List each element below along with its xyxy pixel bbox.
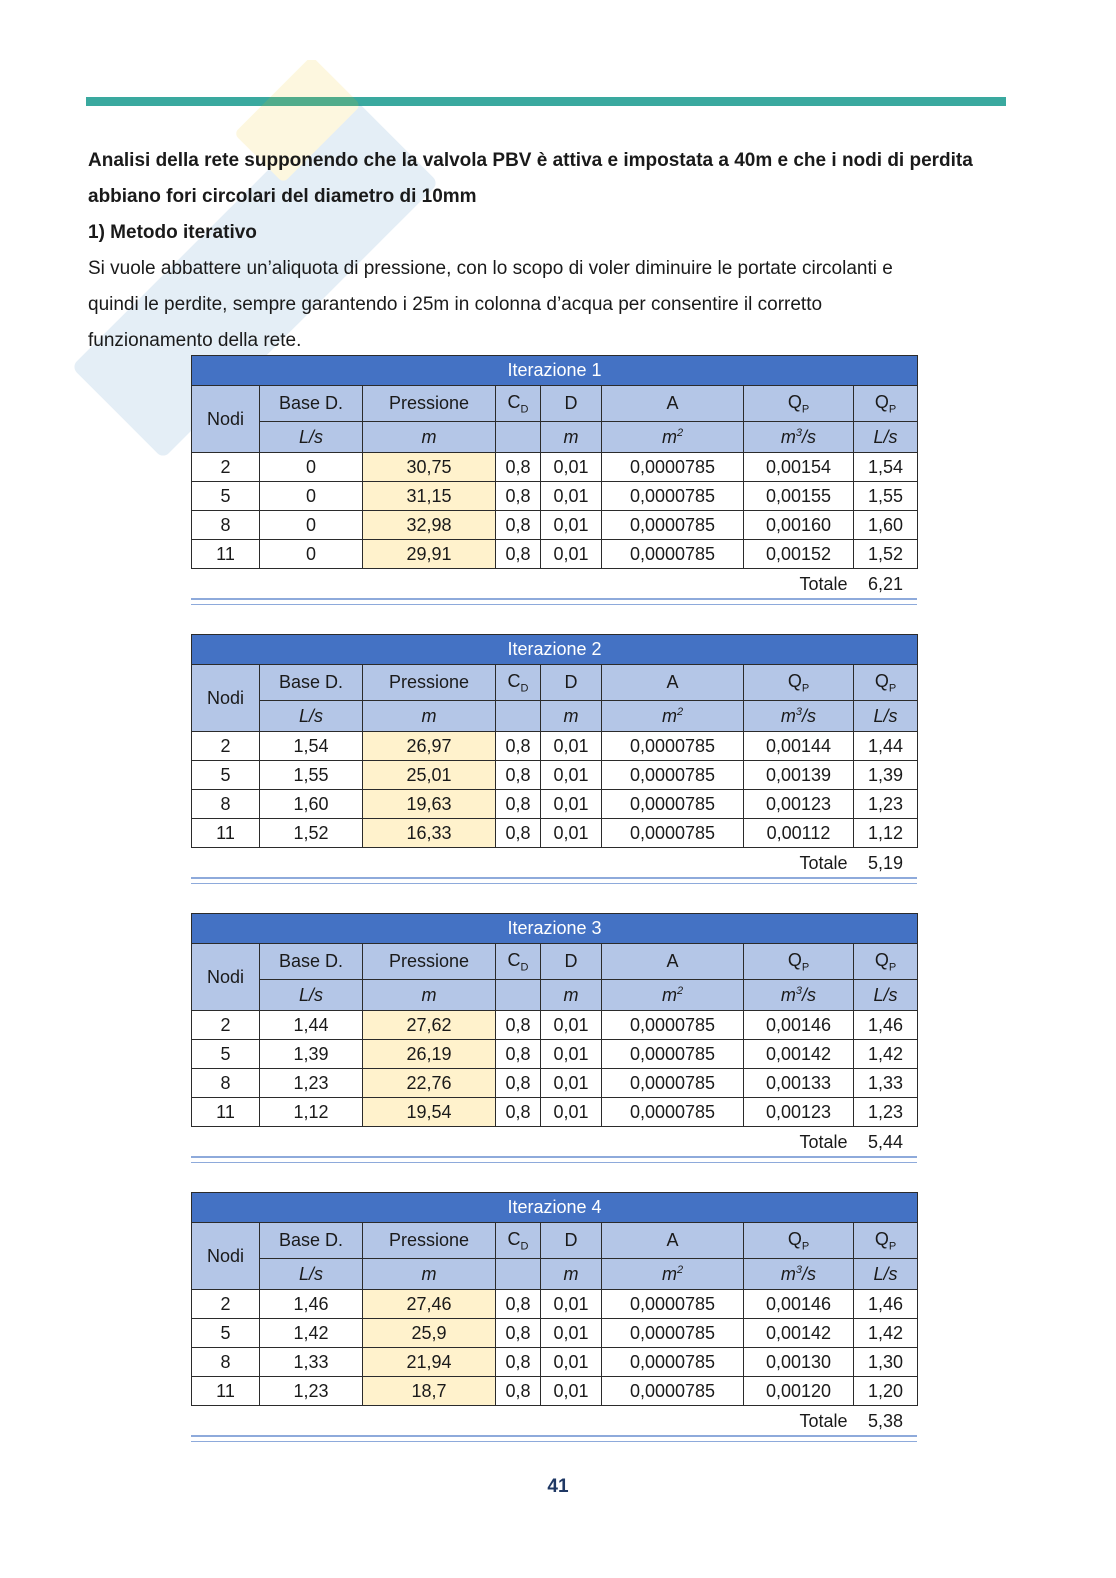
col-header-nodi: Nodi — [192, 665, 260, 732]
table-row — [192, 790, 918, 819]
cell-base: 1,46 — [260, 1290, 363, 1319]
cell-qp: 0,00139 — [744, 761, 854, 790]
qp-main: Q — [874, 949, 889, 970]
intro-paragraph-line-2: quindi le perdite, sempre garantendo i 25m in colonna d’acqua per consentire il corretto — [88, 294, 823, 315]
unit-q-main: m — [780, 426, 796, 447]
iteration-table — [191, 355, 918, 599]
unit-q-sup: 3 — [795, 984, 803, 997]
col-header-cd — [496, 944, 541, 980]
col-header-cd — [496, 386, 541, 422]
total-label: Totale — [799, 1131, 848, 1152]
cell-qp: 0,00130 — [744, 1348, 854, 1377]
cell-base: 0 — [260, 511, 363, 540]
cell-qp: 0,00133 — [744, 1069, 854, 1098]
cell-qp: 0,00146 — [744, 1290, 854, 1319]
col-header-d: D — [541, 1223, 602, 1259]
cell-node: 2 — [192, 1011, 260, 1040]
cell-qp: 0,00123 — [744, 1098, 854, 1127]
qp-main: Q — [787, 391, 802, 412]
cd-main: C — [507, 949, 521, 970]
unit-q-tail: /s — [802, 1263, 817, 1284]
table-title: Iterazione 4 — [192, 1193, 918, 1223]
cell-base: 1,54 — [260, 732, 363, 761]
col-header-pressione: Pressione — [363, 386, 496, 422]
unit-q-main: m — [780, 984, 796, 1005]
table-row — [192, 1098, 918, 1127]
cell-a: 0,0000785 — [602, 1098, 744, 1127]
cell-cd: 0,8 — [496, 1098, 541, 1127]
table-row — [192, 482, 918, 511]
cell-qp: 0,00142 — [744, 1319, 854, 1348]
col-header-nodi: Nodi — [192, 944, 260, 1011]
unit-base: L/s — [260, 1259, 363, 1290]
intro-text — [88, 143, 1028, 359]
cell-node: 2 — [192, 732, 260, 761]
cell-qp-ls: 1,42 — [854, 1319, 918, 1348]
cell-cd: 0,8 — [496, 732, 541, 761]
table-row — [192, 1011, 918, 1040]
table-double-rule — [191, 1435, 917, 1442]
table-double-rule — [191, 877, 917, 884]
cell-node: 11 — [192, 819, 260, 848]
cell-cd: 0,8 — [496, 1348, 541, 1377]
cell-pressione: 21,94 — [363, 1348, 496, 1377]
col-header-cd — [496, 1223, 541, 1259]
cell-node: 11 — [192, 540, 260, 569]
col-header-qp — [744, 386, 854, 422]
cell-qp: 0,00154 — [744, 453, 854, 482]
cell-node: 8 — [192, 511, 260, 540]
cd-sub: D — [520, 1240, 529, 1253]
col-header-d: D — [541, 386, 602, 422]
cell-a: 0,0000785 — [602, 511, 744, 540]
cell-qp: 0,00123 — [744, 790, 854, 819]
cell-d: 0,01 — [541, 761, 602, 790]
col-header-pressione: Pressione — [363, 944, 496, 980]
col-header-d: D — [541, 944, 602, 980]
unit-qp-ls: L/s — [854, 701, 918, 732]
cell-a: 0,0000785 — [602, 761, 744, 790]
cell-pressione: 29,91 — [363, 540, 496, 569]
cell-d: 0,01 — [541, 790, 602, 819]
unit-d: m — [541, 980, 602, 1011]
cell-qp-ls: 1,20 — [854, 1377, 918, 1406]
unit-q-main: m — [780, 1263, 796, 1284]
cell-qp-ls: 1,42 — [854, 1040, 918, 1069]
cell-pressione: 27,62 — [363, 1011, 496, 1040]
table-row — [192, 819, 918, 848]
unit-q-tail: /s — [802, 984, 817, 1005]
cell-qp-ls: 1,33 — [854, 1069, 918, 1098]
col-header-qp-ls — [854, 386, 918, 422]
cell-d: 0,01 — [541, 1348, 602, 1377]
table-row — [192, 1069, 918, 1098]
cell-base: 1,44 — [260, 1011, 363, 1040]
cell-cd: 0,8 — [496, 1011, 541, 1040]
unit-a-main: m — [661, 426, 677, 447]
cd-sub: D — [520, 682, 529, 695]
cell-qp-ls: 1,46 — [854, 1290, 918, 1319]
cell-qp-ls: 1,23 — [854, 1098, 918, 1127]
unit-qp-ls: L/s — [854, 1259, 918, 1290]
cell-cd: 0,8 — [496, 540, 541, 569]
cd-sub: D — [520, 403, 529, 416]
unit-base: L/s — [260, 980, 363, 1011]
col-header-d: D — [541, 665, 602, 701]
unit-d: m — [541, 701, 602, 732]
col-header-a: A — [602, 944, 744, 980]
col-header-qp-ls — [854, 944, 918, 980]
qp-main: Q — [874, 670, 889, 691]
table-title: Iterazione 2 — [192, 635, 918, 665]
table-row — [192, 1348, 918, 1377]
cell-cd: 0,8 — [496, 819, 541, 848]
cell-qp-ls: 1,55 — [854, 482, 918, 511]
cell-base: 1,23 — [260, 1069, 363, 1098]
table-row — [192, 1319, 918, 1348]
intro-paragraph-line-1: Si vuole abbattere un’aliquota di pressione, con lo scopo di voler diminuire le portate circolanti e — [88, 258, 893, 279]
unit-q-main: m — [780, 705, 796, 726]
unit-d: m — [541, 422, 602, 453]
cell-pressione: 19,63 — [363, 790, 496, 819]
cell-pressione: 31,15 — [363, 482, 496, 511]
cell-qp-ls: 1,44 — [854, 732, 918, 761]
cell-d: 0,01 — [541, 732, 602, 761]
unit-a-sup: 2 — [676, 705, 684, 718]
cell-node: 5 — [192, 1040, 260, 1069]
cell-cd: 0,8 — [496, 482, 541, 511]
iteration-table — [191, 913, 918, 1157]
cell-d: 0,01 — [541, 1319, 602, 1348]
cell-node: 8 — [192, 1069, 260, 1098]
cell-node: 5 — [192, 1319, 260, 1348]
cell-pressione: 27,46 — [363, 1290, 496, 1319]
col-header-qp-ls — [854, 1223, 918, 1259]
col-header-nodi: Nodi — [192, 1223, 260, 1290]
cell-d: 0,01 — [541, 453, 602, 482]
qp-sub: P — [888, 682, 897, 695]
unit-q-sup: 3 — [795, 426, 803, 439]
cell-d: 0,01 — [541, 511, 602, 540]
cell-base: 1,23 — [260, 1377, 363, 1406]
cd-main: C — [507, 670, 521, 691]
cell-a: 0,0000785 — [602, 482, 744, 511]
cell-qp-ls: 1,54 — [854, 453, 918, 482]
cell-qp: 0,00142 — [744, 1040, 854, 1069]
unit-qp — [744, 980, 854, 1011]
unit-cd — [496, 1259, 541, 1290]
cell-d: 0,01 — [541, 482, 602, 511]
qp-main: Q — [787, 1228, 802, 1249]
intro-heading-line-2: abbiano fori circolari del diametro di 10mm — [88, 186, 477, 207]
cell-qp-ls: 1,60 — [854, 511, 918, 540]
cell-d: 0,01 — [541, 1011, 602, 1040]
cell-cd: 0,8 — [496, 1290, 541, 1319]
qp-sub: P — [801, 1240, 810, 1253]
table-title: Iterazione 1 — [192, 356, 918, 386]
unit-a — [602, 422, 744, 453]
unit-a-main: m — [661, 705, 677, 726]
cell-d: 0,01 — [541, 1377, 602, 1406]
cell-a: 0,0000785 — [602, 1290, 744, 1319]
unit-qp — [744, 1259, 854, 1290]
cell-cd: 0,8 — [496, 1319, 541, 1348]
qp-main: Q — [787, 670, 802, 691]
unit-cd — [496, 980, 541, 1011]
cell-d: 0,01 — [541, 1040, 602, 1069]
table-row — [192, 1290, 918, 1319]
cell-base: 1,42 — [260, 1319, 363, 1348]
cell-cd: 0,8 — [496, 1377, 541, 1406]
unit-cd — [496, 422, 541, 453]
cell-qp-ls: 1,46 — [854, 1011, 918, 1040]
table-title: Iterazione 3 — [192, 914, 918, 944]
cell-a: 0,0000785 — [602, 732, 744, 761]
qp-main: Q — [874, 1228, 889, 1249]
cell-pressione: 32,98 — [363, 511, 496, 540]
cell-node: 5 — [192, 482, 260, 511]
table-row — [192, 761, 918, 790]
table-row — [192, 453, 918, 482]
cell-cd: 0,8 — [496, 790, 541, 819]
unit-pressione: m — [363, 701, 496, 732]
unit-a-sup: 2 — [676, 984, 684, 997]
cell-qp: 0,00155 — [744, 482, 854, 511]
iteration-table — [191, 634, 918, 878]
cell-base: 0 — [260, 453, 363, 482]
cell-cd: 0,8 — [496, 1069, 541, 1098]
col-header-nodi: Nodi — [192, 386, 260, 453]
total-value: 5,38 — [868, 1410, 904, 1431]
cell-node: 2 — [192, 453, 260, 482]
cell-qp: 0,00120 — [744, 1377, 854, 1406]
cell-node: 8 — [192, 790, 260, 819]
table-double-rule — [191, 1156, 917, 1163]
table-double-rule — [191, 598, 917, 605]
unit-q-sup: 3 — [795, 705, 803, 718]
cell-node: 5 — [192, 761, 260, 790]
cell-a: 0,0000785 — [602, 819, 744, 848]
cell-cd: 0,8 — [496, 1040, 541, 1069]
cell-cd: 0,8 — [496, 453, 541, 482]
table-row — [192, 732, 918, 761]
cell-a: 0,0000785 — [602, 1040, 744, 1069]
unit-pressione: m — [363, 1259, 496, 1290]
cell-base: 1,33 — [260, 1348, 363, 1377]
col-header-a: A — [602, 1223, 744, 1259]
unit-d: m — [541, 1259, 602, 1290]
total-label: Totale — [799, 852, 848, 873]
cell-pressione: 25,9 — [363, 1319, 496, 1348]
cd-main: C — [507, 391, 521, 412]
table-row — [192, 540, 918, 569]
table-row — [192, 1377, 918, 1406]
qp-sub: P — [801, 403, 810, 416]
total-label: Totale — [799, 1410, 848, 1431]
cell-a: 0,0000785 — [602, 453, 744, 482]
unit-base: L/s — [260, 422, 363, 453]
col-header-qp — [744, 1223, 854, 1259]
col-header-qp-ls — [854, 665, 918, 701]
cell-pressione: 19,54 — [363, 1098, 496, 1127]
unit-q-tail: /s — [802, 705, 817, 726]
qp-sub: P — [801, 682, 810, 695]
cell-pressione: 30,75 — [363, 453, 496, 482]
qp-sub: P — [888, 961, 897, 974]
cd-main: C — [507, 1228, 521, 1249]
cell-pressione: 22,76 — [363, 1069, 496, 1098]
cell-d: 0,01 — [541, 540, 602, 569]
unit-a-main: m — [661, 1263, 677, 1284]
cell-node: 11 — [192, 1098, 260, 1127]
unit-a-sup: 2 — [676, 426, 684, 439]
top-accent-rule — [86, 97, 1006, 106]
cell-a: 0,0000785 — [602, 1348, 744, 1377]
unit-a — [602, 1259, 744, 1290]
intro-heading-line-1: Analisi della rete supponendo che la valvola PBV è attiva e impostata a 40m e che i nodi di perdita — [88, 150, 973, 171]
cell-d: 0,01 — [541, 1290, 602, 1319]
unit-qp — [744, 701, 854, 732]
cell-base: 1,55 — [260, 761, 363, 790]
unit-pressione: m — [363, 980, 496, 1011]
qp-sub: P — [888, 403, 897, 416]
cell-d: 0,01 — [541, 1069, 602, 1098]
unit-q-sup: 3 — [795, 1263, 803, 1276]
unit-q-tail: /s — [802, 426, 817, 447]
qp-sub: P — [888, 1240, 897, 1253]
cell-pressione: 25,01 — [363, 761, 496, 790]
total-value: 6,21 — [868, 573, 904, 594]
col-header-a: A — [602, 665, 744, 701]
col-header-base: Base D. — [260, 386, 363, 422]
cell-base: 0 — [260, 540, 363, 569]
col-header-pressione: Pressione — [363, 1223, 496, 1259]
col-header-base: Base D. — [260, 1223, 363, 1259]
total-value: 5,44 — [868, 1131, 904, 1152]
cell-pressione: 26,19 — [363, 1040, 496, 1069]
cell-cd: 0,8 — [496, 511, 541, 540]
unit-a — [602, 701, 744, 732]
col-header-pressione: Pressione — [363, 665, 496, 701]
cell-pressione: 18,7 — [363, 1377, 496, 1406]
cell-qp-ls: 1,23 — [854, 790, 918, 819]
method-title: 1) Metodo iterativo — [88, 222, 257, 243]
cell-qp-ls: 1,52 — [854, 540, 918, 569]
unit-qp-ls: L/s — [854, 422, 918, 453]
cell-qp-ls: 1,12 — [854, 819, 918, 848]
cell-pressione: 26,97 — [363, 732, 496, 761]
total-value: 5,19 — [868, 852, 904, 873]
cell-a: 0,0000785 — [602, 540, 744, 569]
cell-d: 0,01 — [541, 1098, 602, 1127]
unit-cd — [496, 701, 541, 732]
cell-a: 0,0000785 — [602, 790, 744, 819]
cell-node: 11 — [192, 1377, 260, 1406]
cell-qp: 0,00160 — [744, 511, 854, 540]
cell-qp-ls: 1,39 — [854, 761, 918, 790]
unit-base: L/s — [260, 701, 363, 732]
col-header-base: Base D. — [260, 944, 363, 980]
cell-a: 0,0000785 — [602, 1377, 744, 1406]
col-header-qp — [744, 944, 854, 980]
unit-a — [602, 980, 744, 1011]
cell-pressione: 16,33 — [363, 819, 496, 848]
col-header-base: Base D. — [260, 665, 363, 701]
cell-base: 1,12 — [260, 1098, 363, 1127]
cd-sub: D — [520, 961, 529, 974]
table-row — [192, 1040, 918, 1069]
cell-base: 1,39 — [260, 1040, 363, 1069]
cell-node: 8 — [192, 1348, 260, 1377]
cell-qp: 0,00112 — [744, 819, 854, 848]
cell-qp: 0,00152 — [744, 540, 854, 569]
qp-main: Q — [787, 949, 802, 970]
cell-a: 0,0000785 — [602, 1069, 744, 1098]
total-label: Totale — [799, 573, 848, 594]
col-header-a: A — [602, 386, 744, 422]
cell-a: 0,0000785 — [602, 1011, 744, 1040]
cell-cd: 0,8 — [496, 761, 541, 790]
col-header-cd — [496, 665, 541, 701]
unit-a-sup: 2 — [676, 1263, 684, 1276]
intro-paragraph-line-3: funzionamento della rete. — [88, 330, 302, 351]
cell-qp: 0,00144 — [744, 732, 854, 761]
cell-node: 2 — [192, 1290, 260, 1319]
cell-a: 0,0000785 — [602, 1319, 744, 1348]
col-header-qp — [744, 665, 854, 701]
iteration-table — [191, 1192, 918, 1436]
qp-main: Q — [874, 391, 889, 412]
cell-qp: 0,00146 — [744, 1011, 854, 1040]
cell-base: 0 — [260, 482, 363, 511]
page-number: 41 — [547, 1476, 569, 1497]
unit-pressione: m — [363, 422, 496, 453]
cell-qp-ls: 1,30 — [854, 1348, 918, 1377]
table-row — [192, 511, 918, 540]
qp-sub: P — [801, 961, 810, 974]
unit-qp — [744, 422, 854, 453]
cell-d: 0,01 — [541, 819, 602, 848]
unit-a-main: m — [661, 984, 677, 1005]
cell-base: 1,60 — [260, 790, 363, 819]
unit-qp-ls: L/s — [854, 980, 918, 1011]
cell-base: 1,52 — [260, 819, 363, 848]
